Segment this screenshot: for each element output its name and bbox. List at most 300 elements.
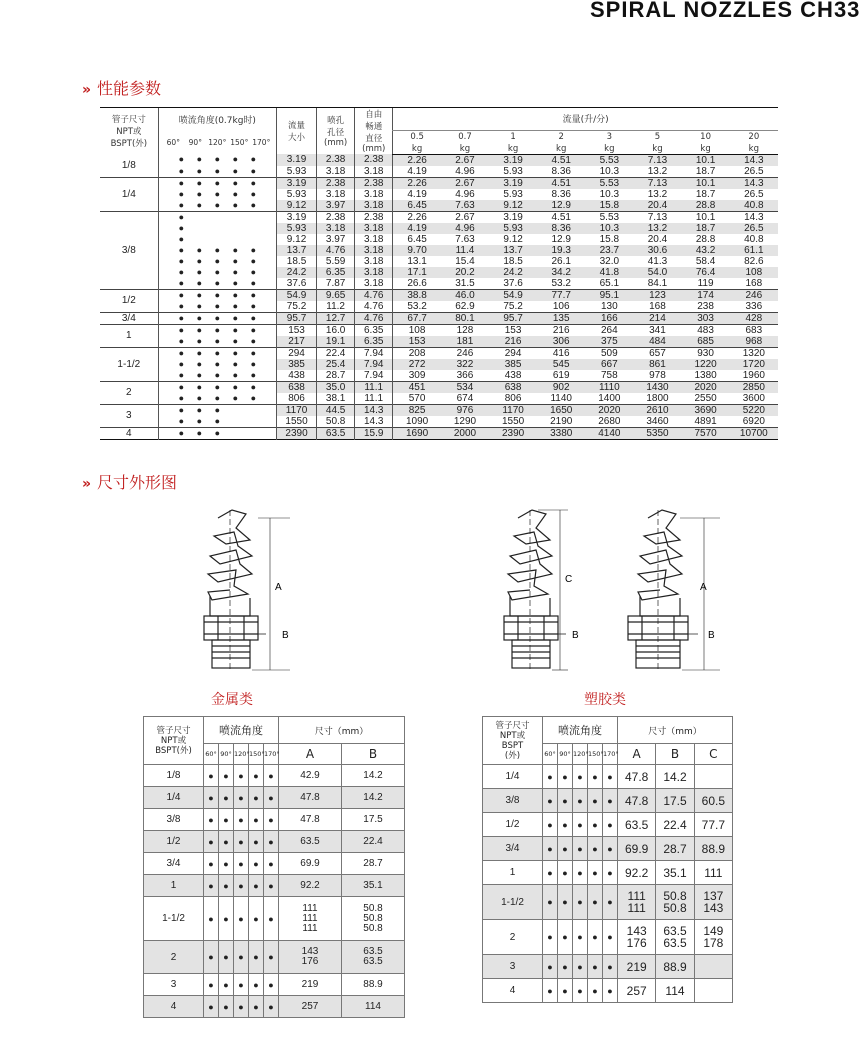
table-cell: 484 <box>633 336 681 348</box>
spray-angle-dots <box>158 256 276 267</box>
angle-dot: ● <box>250 312 257 323</box>
section-arrow-icon: » <box>82 82 92 98</box>
table-cell: 26.1 <box>551 255 571 267</box>
angle-dot: ● <box>214 244 221 255</box>
table-cell: 3.18 <box>355 267 393 278</box>
header-pipe-size <box>100 108 158 155</box>
dim-value: 176 <box>626 936 647 950</box>
dim-value: 92.2 <box>300 879 320 891</box>
table-row <box>483 813 733 837</box>
table-cell: 5.93 <box>503 165 523 177</box>
angle-dot: ● <box>249 897 264 941</box>
dim-label-a: A <box>700 582 707 593</box>
table-cell: 657 <box>649 347 666 359</box>
angle-header: 60° <box>204 744 219 765</box>
table-row <box>100 256 778 267</box>
table-cell: 5.93 <box>503 188 523 200</box>
angle-dot: ● <box>196 312 203 323</box>
table-cell: 6.35 <box>317 267 355 278</box>
table-cell: 416 <box>552 347 570 359</box>
table-cell: 3.97 <box>317 200 355 212</box>
table-cell: 26.6 <box>393 278 441 290</box>
angle-dot: ● <box>214 335 221 346</box>
table-cell: 1110 <box>585 381 633 393</box>
size-group <box>100 404 778 427</box>
plastic-dimension-table <box>482 716 733 1003</box>
table-cell: 217 <box>276 336 316 348</box>
table-cell: 2610 <box>633 404 681 416</box>
angle-dot: ● <box>178 381 185 392</box>
table-row <box>100 404 778 416</box>
spray-angle-dots <box>158 234 276 245</box>
angle-dot: ● <box>232 358 239 369</box>
angle-dot: ● <box>178 222 185 233</box>
angle-dot: ● <box>558 955 573 979</box>
pipe-size: 3/4 <box>483 837 543 861</box>
angle-dot: ● <box>196 199 203 210</box>
angle-dot: ● <box>588 955 603 979</box>
table-cell: 63.5 <box>317 427 355 439</box>
dim-value-cell <box>694 789 732 813</box>
dim-value: 63.5 <box>624 817 649 832</box>
angle-header: 90° <box>219 744 234 765</box>
table-cell: 861 <box>633 359 681 370</box>
table-cell: 58.4 <box>695 255 716 267</box>
angle-header: 150° <box>249 744 264 765</box>
angle-dot: ● <box>232 392 239 403</box>
header-pressure: 0.7 <box>458 132 472 142</box>
angle-dot: ● <box>178 211 185 222</box>
table-cell: 41.3 <box>647 255 668 267</box>
table-cell: 18.7 <box>695 165 716 177</box>
angle-dot: ● <box>214 415 221 426</box>
dim-value-cell <box>618 765 656 789</box>
angle-dot: ● <box>558 885 573 920</box>
angle-dot: ● <box>558 789 573 813</box>
pipe-size: 3 <box>126 410 132 421</box>
dim-value-cell <box>656 861 694 885</box>
table-cell: 10.1 <box>695 211 716 223</box>
header-line: 自由 <box>365 110 383 120</box>
pipe-size: 1/8 <box>121 159 136 171</box>
table-cell: 3.19 <box>489 177 537 189</box>
angle-dot: ● <box>178 165 185 176</box>
angle-dot: ● <box>196 358 203 369</box>
angle-dot: ● <box>214 324 221 335</box>
table-cell: 18.5 <box>503 255 523 267</box>
table-cell: 2.26 <box>393 177 441 189</box>
table-cell: 2.67 <box>455 211 475 223</box>
table-cell: 1140 <box>550 392 572 404</box>
dim-value: 143 <box>703 901 724 915</box>
dim-value: 63.5 <box>663 924 687 938</box>
angle-dot: ● <box>178 277 185 288</box>
table-cell: 6920 <box>742 415 765 427</box>
header-unit: kg <box>489 144 537 155</box>
angle-dot: ● <box>249 787 264 809</box>
table-cell: 806 <box>504 392 522 404</box>
table-cell: 11.4 <box>441 245 489 256</box>
table-row <box>144 831 405 853</box>
size-group <box>100 211 778 289</box>
table-cell: 2850 <box>730 381 778 393</box>
header-pressure: 5 <box>654 132 661 142</box>
table-cell: 667 <box>585 359 633 370</box>
table-row <box>144 974 405 996</box>
table-cell: 13.7 <box>489 245 537 256</box>
table-row <box>144 897 405 941</box>
spray-angle-dots <box>158 336 276 348</box>
spray-angle-dots <box>158 301 276 313</box>
angle-dot: ● <box>234 831 249 853</box>
table-row <box>483 955 733 979</box>
table-cell: 246 <box>456 347 474 359</box>
angle-dot: ● <box>196 392 203 403</box>
table-cell: 13.2 <box>633 223 681 234</box>
dim-value: 219 <box>301 978 319 990</box>
table-cell: 264 <box>601 324 618 336</box>
table-cell: 18.7 <box>695 188 716 200</box>
angle-dot: ● <box>214 188 221 199</box>
angle-dot: ● <box>543 920 558 955</box>
table-row <box>100 393 778 405</box>
table-row <box>144 765 405 787</box>
table-cell: 534 <box>441 381 489 393</box>
angle-dot: ● <box>264 853 279 875</box>
angle-dot: ● <box>204 809 219 831</box>
dim-label-b: B <box>572 630 579 641</box>
table-cell: 13.2 <box>647 188 668 200</box>
dim-column-header: A <box>279 744 342 765</box>
angle-dot: ● <box>196 154 203 165</box>
table-cell: 153 <box>393 336 441 348</box>
table-cell: 13.1 <box>393 256 441 267</box>
table-cell: 509 <box>601 347 618 359</box>
header-pressure: 20 <box>748 132 760 142</box>
dim-value: 63.5 <box>663 936 687 950</box>
angle-dot: ● <box>249 875 264 897</box>
dim-value-cell <box>618 789 656 813</box>
pipe-size: 3/8 <box>121 244 136 256</box>
angle-dot: ● <box>573 885 588 920</box>
angle-dot: ● <box>178 324 185 335</box>
table-cell: 5.93 <box>276 166 316 178</box>
angle-dot: ● <box>603 885 618 920</box>
table-cell: 108 <box>393 324 441 336</box>
table-cell: 4.51 <box>537 154 585 166</box>
header-dimensions: 尺寸（mm） <box>279 717 405 744</box>
angle-dot: ● <box>234 974 249 996</box>
table-cell: 806 <box>276 393 316 405</box>
dim-value: 28.7 <box>363 857 383 869</box>
dim-value: 35.1 <box>663 865 687 880</box>
table-row <box>483 979 733 1003</box>
table-cell: 28.8 <box>682 200 730 212</box>
table-cell: 8.36 <box>537 223 585 234</box>
table-cell: 3.18 <box>355 223 393 234</box>
angle-dot: ● <box>178 199 185 210</box>
table-row <box>100 359 778 370</box>
spray-angle-dots <box>158 381 276 393</box>
size-group <box>100 324 778 347</box>
angle-dot: ● <box>588 789 603 813</box>
page-header-running-title <box>590 0 860 36</box>
header-unit: kg <box>730 144 778 155</box>
angle-dot: ● <box>250 369 257 380</box>
section-title-text: 尺寸外形图 <box>97 473 178 492</box>
table-cell: 7.13 <box>633 177 681 189</box>
dim-value: 63.5 <box>300 835 320 847</box>
angle-dot: ● <box>543 789 558 813</box>
dim-value-cell <box>342 996 405 1018</box>
table-cell: 366 <box>456 369 474 381</box>
angle-dot: ● <box>178 404 185 415</box>
angle-dot: ● <box>603 765 618 789</box>
angle-dot: ● <box>178 358 185 369</box>
table-row <box>100 336 778 348</box>
dim-value-cell <box>694 885 732 920</box>
pipe-size: 3/8 <box>483 789 543 813</box>
table-cell: 483 <box>697 324 714 336</box>
angle-dot: ● <box>588 861 603 885</box>
table-cell: 65.1 <box>599 277 620 289</box>
angle-dot: ● <box>214 404 221 415</box>
table-cell: 902 <box>537 381 585 393</box>
pipe-size: 3/8 <box>144 809 204 831</box>
dim-value: 88.9 <box>663 959 687 974</box>
angle-dot: ● <box>250 199 257 210</box>
angle-dot: ● <box>214 427 221 438</box>
table-row <box>144 941 405 974</box>
angle-dot: ● <box>196 381 203 392</box>
table-cell: 41.8 <box>585 267 633 278</box>
pipe-size: 3 <box>483 955 543 979</box>
angle-dot: ● <box>178 177 185 188</box>
size-group <box>100 381 778 404</box>
table-cell: 10.1 <box>682 154 730 166</box>
table-row <box>100 416 778 428</box>
table-cell: 2.38 <box>317 177 355 189</box>
table-cell: 294 <box>276 347 316 359</box>
plastic-nozzle-drawing-c <box>490 500 600 682</box>
angle-dot: ● <box>250 188 257 199</box>
table-cell: 19.1 <box>317 336 355 348</box>
angle-dot: ● <box>588 885 603 920</box>
pipe-size: 2 <box>126 387 132 398</box>
dim-value-cell <box>279 853 342 875</box>
header-spray-angle: 喷流角度 <box>543 717 618 744</box>
table-cell: 62.9 <box>455 300 475 312</box>
dim-value: 137 <box>703 889 724 903</box>
table-cell: 3600 <box>742 392 765 404</box>
angle-header: 120° <box>208 137 227 147</box>
header-line: BSPT(外) <box>155 745 192 756</box>
dim-value-cell <box>342 809 405 831</box>
angle-dot: ● <box>588 979 603 1003</box>
dim-value: 143 <box>301 946 319 957</box>
angle-dot: ● <box>249 809 264 831</box>
dim-value-cell <box>694 920 732 955</box>
angle-dot: ● <box>249 765 264 787</box>
header-pipe-size <box>144 717 204 765</box>
table-cell: 32.0 <box>599 255 620 267</box>
table-cell: 95.7 <box>489 312 537 324</box>
header-line: BSPT(外) <box>110 139 148 149</box>
table-cell: 18.7 <box>682 223 730 234</box>
angle-dot: ● <box>204 853 219 875</box>
angle-dot: ● <box>232 312 239 323</box>
angle-dot: ● <box>264 831 279 853</box>
section-title-text: 性能参数 <box>97 79 162 98</box>
angle-dot: ● <box>250 277 257 288</box>
table-cell: 76.4 <box>682 267 730 278</box>
angle-dot: ● <box>603 979 618 1003</box>
angle-dot: ● <box>249 996 264 1018</box>
table-cell: 3.19 <box>276 177 316 189</box>
header-line: BSPT <box>501 740 524 751</box>
table-cell: 685 <box>682 336 730 348</box>
table-cell: 1290 <box>453 415 477 427</box>
table-cell: 10700 <box>730 427 778 439</box>
table-cell: 216 <box>489 336 537 348</box>
dim-value-cell <box>279 875 342 897</box>
dim-value: 14.2 <box>663 769 687 784</box>
dim-value: 88.9 <box>363 978 383 990</box>
angle-dot: ● <box>178 266 185 277</box>
table-cell: 12.9 <box>537 200 585 212</box>
table-cell: 2000 <box>441 427 489 439</box>
angle-dot: ● <box>250 289 257 300</box>
table-cell: 545 <box>537 359 585 370</box>
angle-dot: ● <box>573 789 588 813</box>
angle-dot: ● <box>232 289 239 300</box>
spray-angle-dots <box>158 154 276 166</box>
header-line: 孔径 <box>327 128 345 138</box>
table-cell: 75.2 <box>503 300 523 312</box>
table-cell: 758 <box>601 369 618 381</box>
table-cell: 1550 <box>276 416 316 428</box>
angle-dot: ● <box>232 165 239 176</box>
angle-dot: ● <box>219 974 234 996</box>
angle-header: 120° <box>573 744 588 765</box>
table-cell: 168 <box>649 300 666 312</box>
spray-angle-dots <box>158 393 276 405</box>
angle-dot: ● <box>214 289 221 300</box>
table-cell: 130 <box>601 300 618 312</box>
angle-dot: ● <box>196 289 203 300</box>
angle-dot: ● <box>250 381 257 392</box>
pipe-size: 4 <box>144 996 204 1018</box>
table-cell: 1550 <box>501 415 525 427</box>
table-cell: 28.7 <box>317 370 355 382</box>
plastic-label: 塑胶类 <box>584 692 626 708</box>
table-cell: 4140 <box>585 427 633 439</box>
table-cell: 3460 <box>646 415 669 427</box>
angle-dot: ● <box>573 979 588 1003</box>
header-line: (mm) <box>362 144 386 154</box>
angle-dot: ● <box>178 369 185 380</box>
angle-dot: ● <box>558 861 573 885</box>
angle-dot: ● <box>264 897 279 941</box>
table-cell: 3.19 <box>503 211 523 223</box>
table-cell: 7.63 <box>455 233 475 245</box>
table-cell: 5.93 <box>276 189 316 200</box>
metal-nozzle-drawing <box>190 500 300 682</box>
table-cell: 9.12 <box>276 234 316 245</box>
spray-angle-dots <box>158 278 276 290</box>
table-cell: 37.6 <box>276 278 316 290</box>
table-row <box>144 787 405 809</box>
angle-dot: ● <box>543 765 558 789</box>
pipe-size: 1/8 <box>144 765 204 787</box>
table-cell: 35.0 <box>317 381 355 393</box>
dim-label-b: B <box>708 630 715 641</box>
spray-angle-dots <box>158 223 276 234</box>
angle-dot: ● <box>196 244 203 255</box>
dim-value: 69.9 <box>624 841 649 856</box>
header-pipe-size <box>483 717 543 765</box>
table-cell: 1400 <box>598 392 621 404</box>
table-cell: 20.4 <box>647 233 668 245</box>
spray-angle-dots <box>158 324 276 336</box>
table-cell: 77.7 <box>537 289 585 301</box>
table-cell: 50.8 <box>317 416 355 428</box>
table-cell: 3.18 <box>355 189 393 200</box>
dim-value: 111 <box>704 865 723 880</box>
angle-dot: ● <box>250 177 257 188</box>
angle-dot: ● <box>232 199 239 210</box>
header-unit: kg <box>682 144 730 155</box>
table-cell: 7570 <box>682 427 730 439</box>
dim-value: 219 <box>626 959 647 974</box>
table-row <box>483 861 733 885</box>
angle-dot: ● <box>214 266 221 277</box>
table-cell: 322 <box>441 359 489 370</box>
table-cell: 451 <box>393 381 441 393</box>
table-cell: 214 <box>633 312 681 324</box>
angle-dot: ● <box>204 974 219 996</box>
running-title-text: SPIRAL NOZZLES CH33 <box>590 0 860 22</box>
table-cell: 7.94 <box>355 370 393 382</box>
dim-value-cell <box>694 765 732 789</box>
table-cell: 4.96 <box>455 188 475 200</box>
table-cell: 53.2 <box>393 301 441 313</box>
dim-column-header: A <box>618 744 656 765</box>
spray-angle-dots <box>158 427 276 439</box>
angle-dot: ● <box>214 347 221 358</box>
angle-dot: ● <box>196 404 203 415</box>
angle-dot: ● <box>204 765 219 787</box>
table-cell: 303 <box>682 312 730 324</box>
table-row <box>100 370 778 382</box>
table-cell: 438 <box>276 370 316 382</box>
table-cell: 13.7 <box>276 245 316 256</box>
table-cell: 638 <box>276 381 316 393</box>
table-cell: 26.5 <box>730 223 778 234</box>
header-line: 流量 <box>288 121 306 131</box>
table-cell: 46.0 <box>441 289 489 301</box>
table-cell: 976 <box>441 404 489 416</box>
size-group <box>100 177 778 211</box>
table-cell: 28.8 <box>695 233 716 245</box>
angle-dot: ● <box>196 347 203 358</box>
angle-dot: ● <box>219 941 234 974</box>
header-line: 管子尺寸 <box>495 720 530 731</box>
angle-dot: ● <box>543 861 558 885</box>
angle-header: 150° <box>230 137 249 147</box>
angle-header: 170° <box>264 744 279 765</box>
dim-value: 257 <box>301 1000 319 1012</box>
